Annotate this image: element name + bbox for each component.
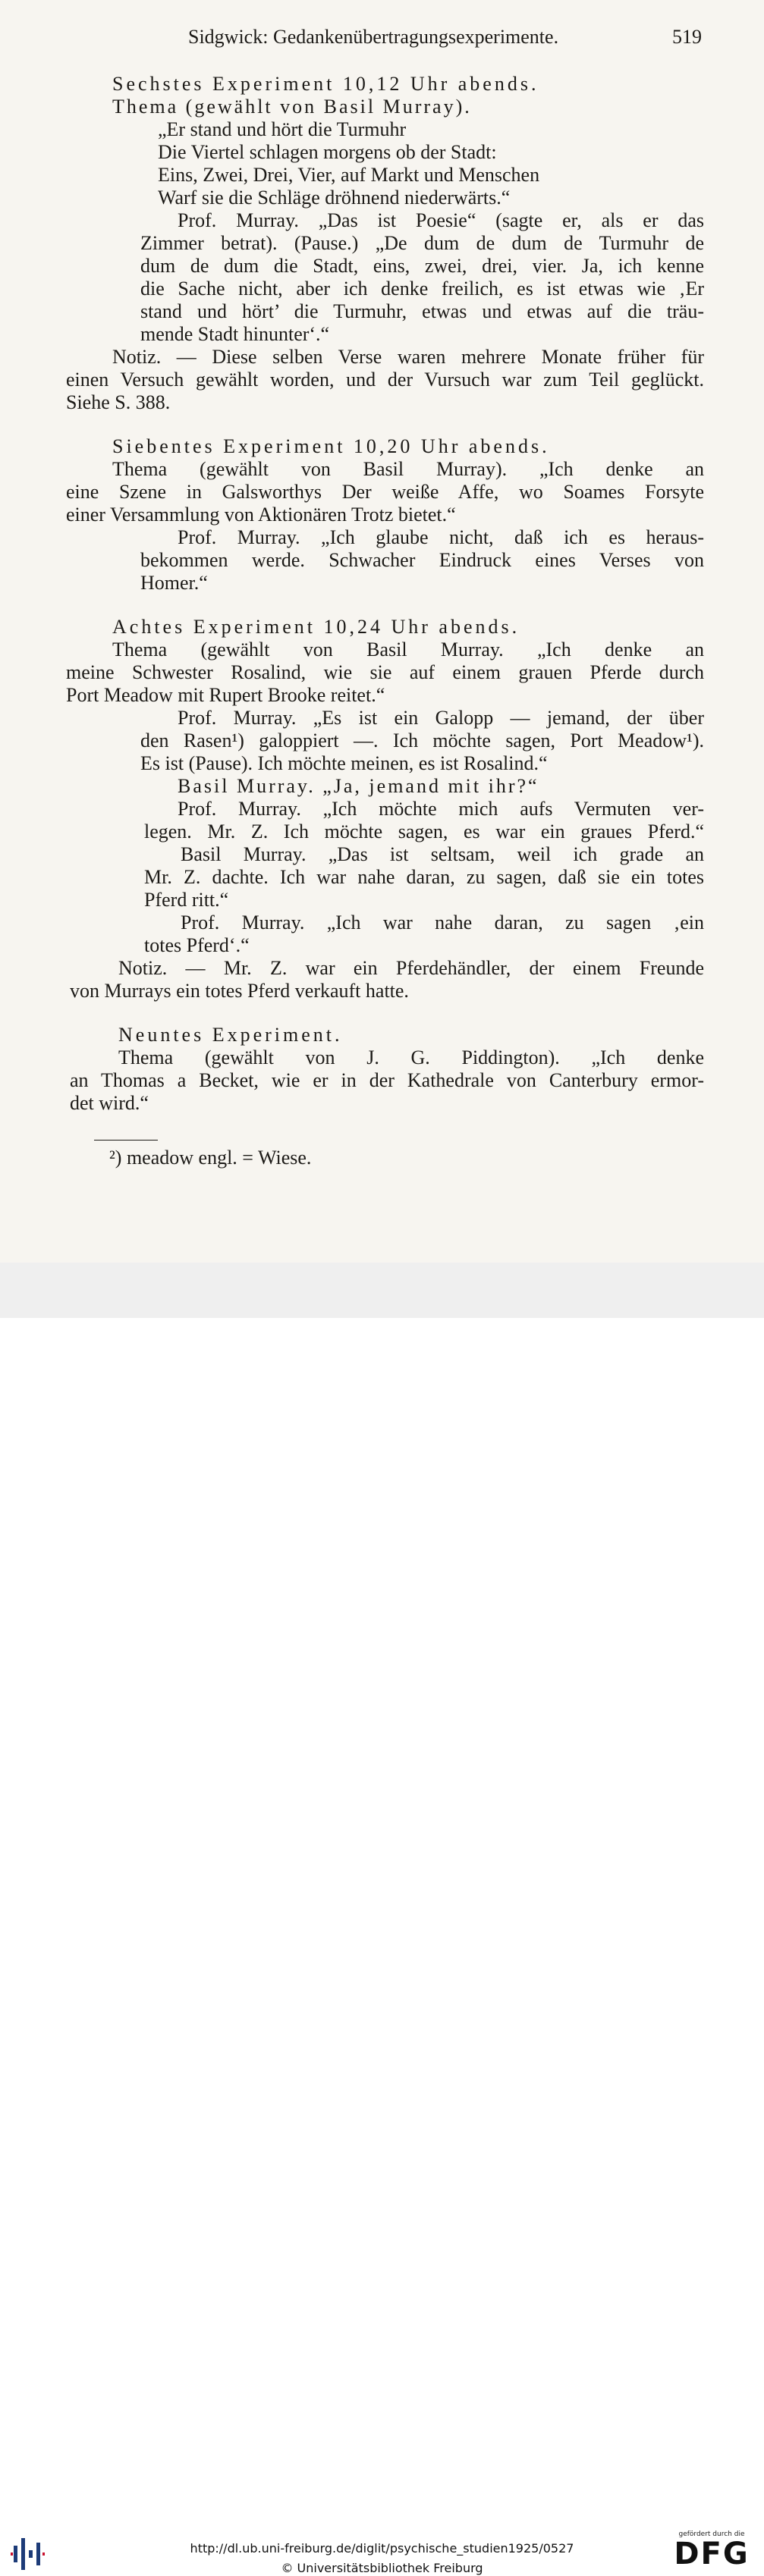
text-line: Prof. Murray. „Ich möchte mich aufs Vermuten ver- [178,798,704,820]
text-line: Mr. Z. dachte. Ich war nahe daran, zu sagen, daß sie ein totes [144,866,704,888]
text-line: einer Versammlung von Aktionären Trotz bietet.“ [66,504,456,526]
text-line: an Thomas a Becket, wie er in der Kathedrale von Canterbury ermor- [70,1069,704,1091]
text-line: det wird.“ [70,1092,149,1114]
copyright-notice: © Universitätsbibliothek Freiburg [281,2561,483,2575]
text-line: Homer.“ [140,572,208,594]
text-line: eine Szene in Galsworthys Der weiße Affe, wo Soames Forsyte [66,481,704,503]
text-line: die Sache nicht, aber ich denke freilich, es ist etwas wie ‚Er [140,278,704,300]
footnote-rule [94,1140,158,1141]
text-line: stand und hört’ die Turmuhr, etwas und etwas auf die träu- [140,300,704,322]
text-line: Prof. Murray. „Ich war nahe daran, zu sagen ‚ein [181,911,704,933]
text-line: Die Viertel schlagen morgens ob der Stadt: [158,141,497,163]
text-line: Neuntes Experiment. [118,1024,343,1046]
text-line: Siebentes Experiment 10,20 Uhr abends. [112,435,550,457]
text-line: meine Schwester Rosalind, wie sie auf einem grauen Pferde durch [66,661,704,683]
text-line: Thema (gewählt von Basil Murray). „Ich denke an [112,458,704,480]
text-line: Siehe S. 388. [66,391,171,413]
text-line: den Rasen¹) galoppiert —. Ich möchte sagen, Port Meadow¹). [140,730,704,751]
scanned-page [0,0,764,1263]
dfg-logo [670,2531,753,2576]
text-line: Thema (gewählt von J. G. Piddington). „Ich denke [118,1046,704,1068]
text-line: Zimmer betrat). (Pause.) „De dum de dum de Turmuhr de [140,232,704,254]
running-title: Sidgwick: Gedankenübertragungsexperimente. [188,26,559,48]
text-line: Prof. Murray. „Es ist ein Galopp — jemand, der über [178,707,704,729]
dfg-caption: gefördert durch die [678,2531,745,2538]
footnote: ²) meadow engl. = Wiese. [109,1147,312,1169]
text-line: bekommen werde. Schwacher Eindruck eines Verses von [140,549,704,571]
viewer-footer [0,1263,764,2575]
text-line: Prof. Murray. „Das ist Poesie“ (sagte er, als er das [178,209,704,231]
text-line: „Er stand und hört die Turmuhr [158,118,407,140]
text-line: Port Meadow mit Rupert Brooke reitet.“ [66,684,385,706]
text-line: Eins, Zwei, Drei, Vier, auf Markt und Menschen [158,164,540,186]
text-line: Warf sie die Schläge dröhnend niederwärts.“ [158,187,511,209]
text-line: Sechstes Experiment 10,12 Uhr abends. [112,73,539,95]
source-url[interactable]: http://dl.ub.uni-freiburg.de/diglit/psychische_studien1925/0527 [190,2541,574,2556]
text-line: Es ist (Pause). Ich möchte meinen, es ist Rosalind.“ [140,752,548,774]
dfg-logo-text: DFG [674,2537,750,2571]
page-number: 519 [672,26,702,48]
text-line: Prof. Murray. „Ich glaube nicht, daß ich es heraus- [178,526,704,548]
text-line: von Murrays ein totes Pferd verkauft hatte. [70,980,409,1002]
text-line: dum de dum die Stadt, eins, zwei, drei, vier. Ja, ich kenne [140,255,704,277]
text-line: totes Pferd‘.“ [144,934,250,956]
text-line: Basil Murray. „Das ist seltsam, weil ich grade an [181,843,704,865]
text-line: mende Stadt hinunter‘.“ [140,323,330,345]
text-line: Pferd ritt.“ [144,889,229,911]
text-line: Achtes Experiment 10,24 Uhr abends. [112,616,520,638]
text-line: Basil Murray. „Ja, jemand mit ihr?“ [178,775,539,797]
text-line: legen. Mr. Z. Ich möchte sagen, es war ein graues Pferd.“ [144,820,704,842]
text-line: Notiz. — Diese selben Verse waren mehrere Monate früher für [112,346,704,368]
text-line: Notiz. — Mr. Z. war ein Pferdehändler, der einem Freunde [118,957,704,979]
text-line: Thema (gewählt von Basil Murray). [112,96,472,118]
text-line: einen Versuch gewählt worden, und der Vursuch war zum Teil geglückt. [66,369,704,391]
text-line: Thema (gewählt von Basil Murray. „Ich denke an [112,639,704,660]
